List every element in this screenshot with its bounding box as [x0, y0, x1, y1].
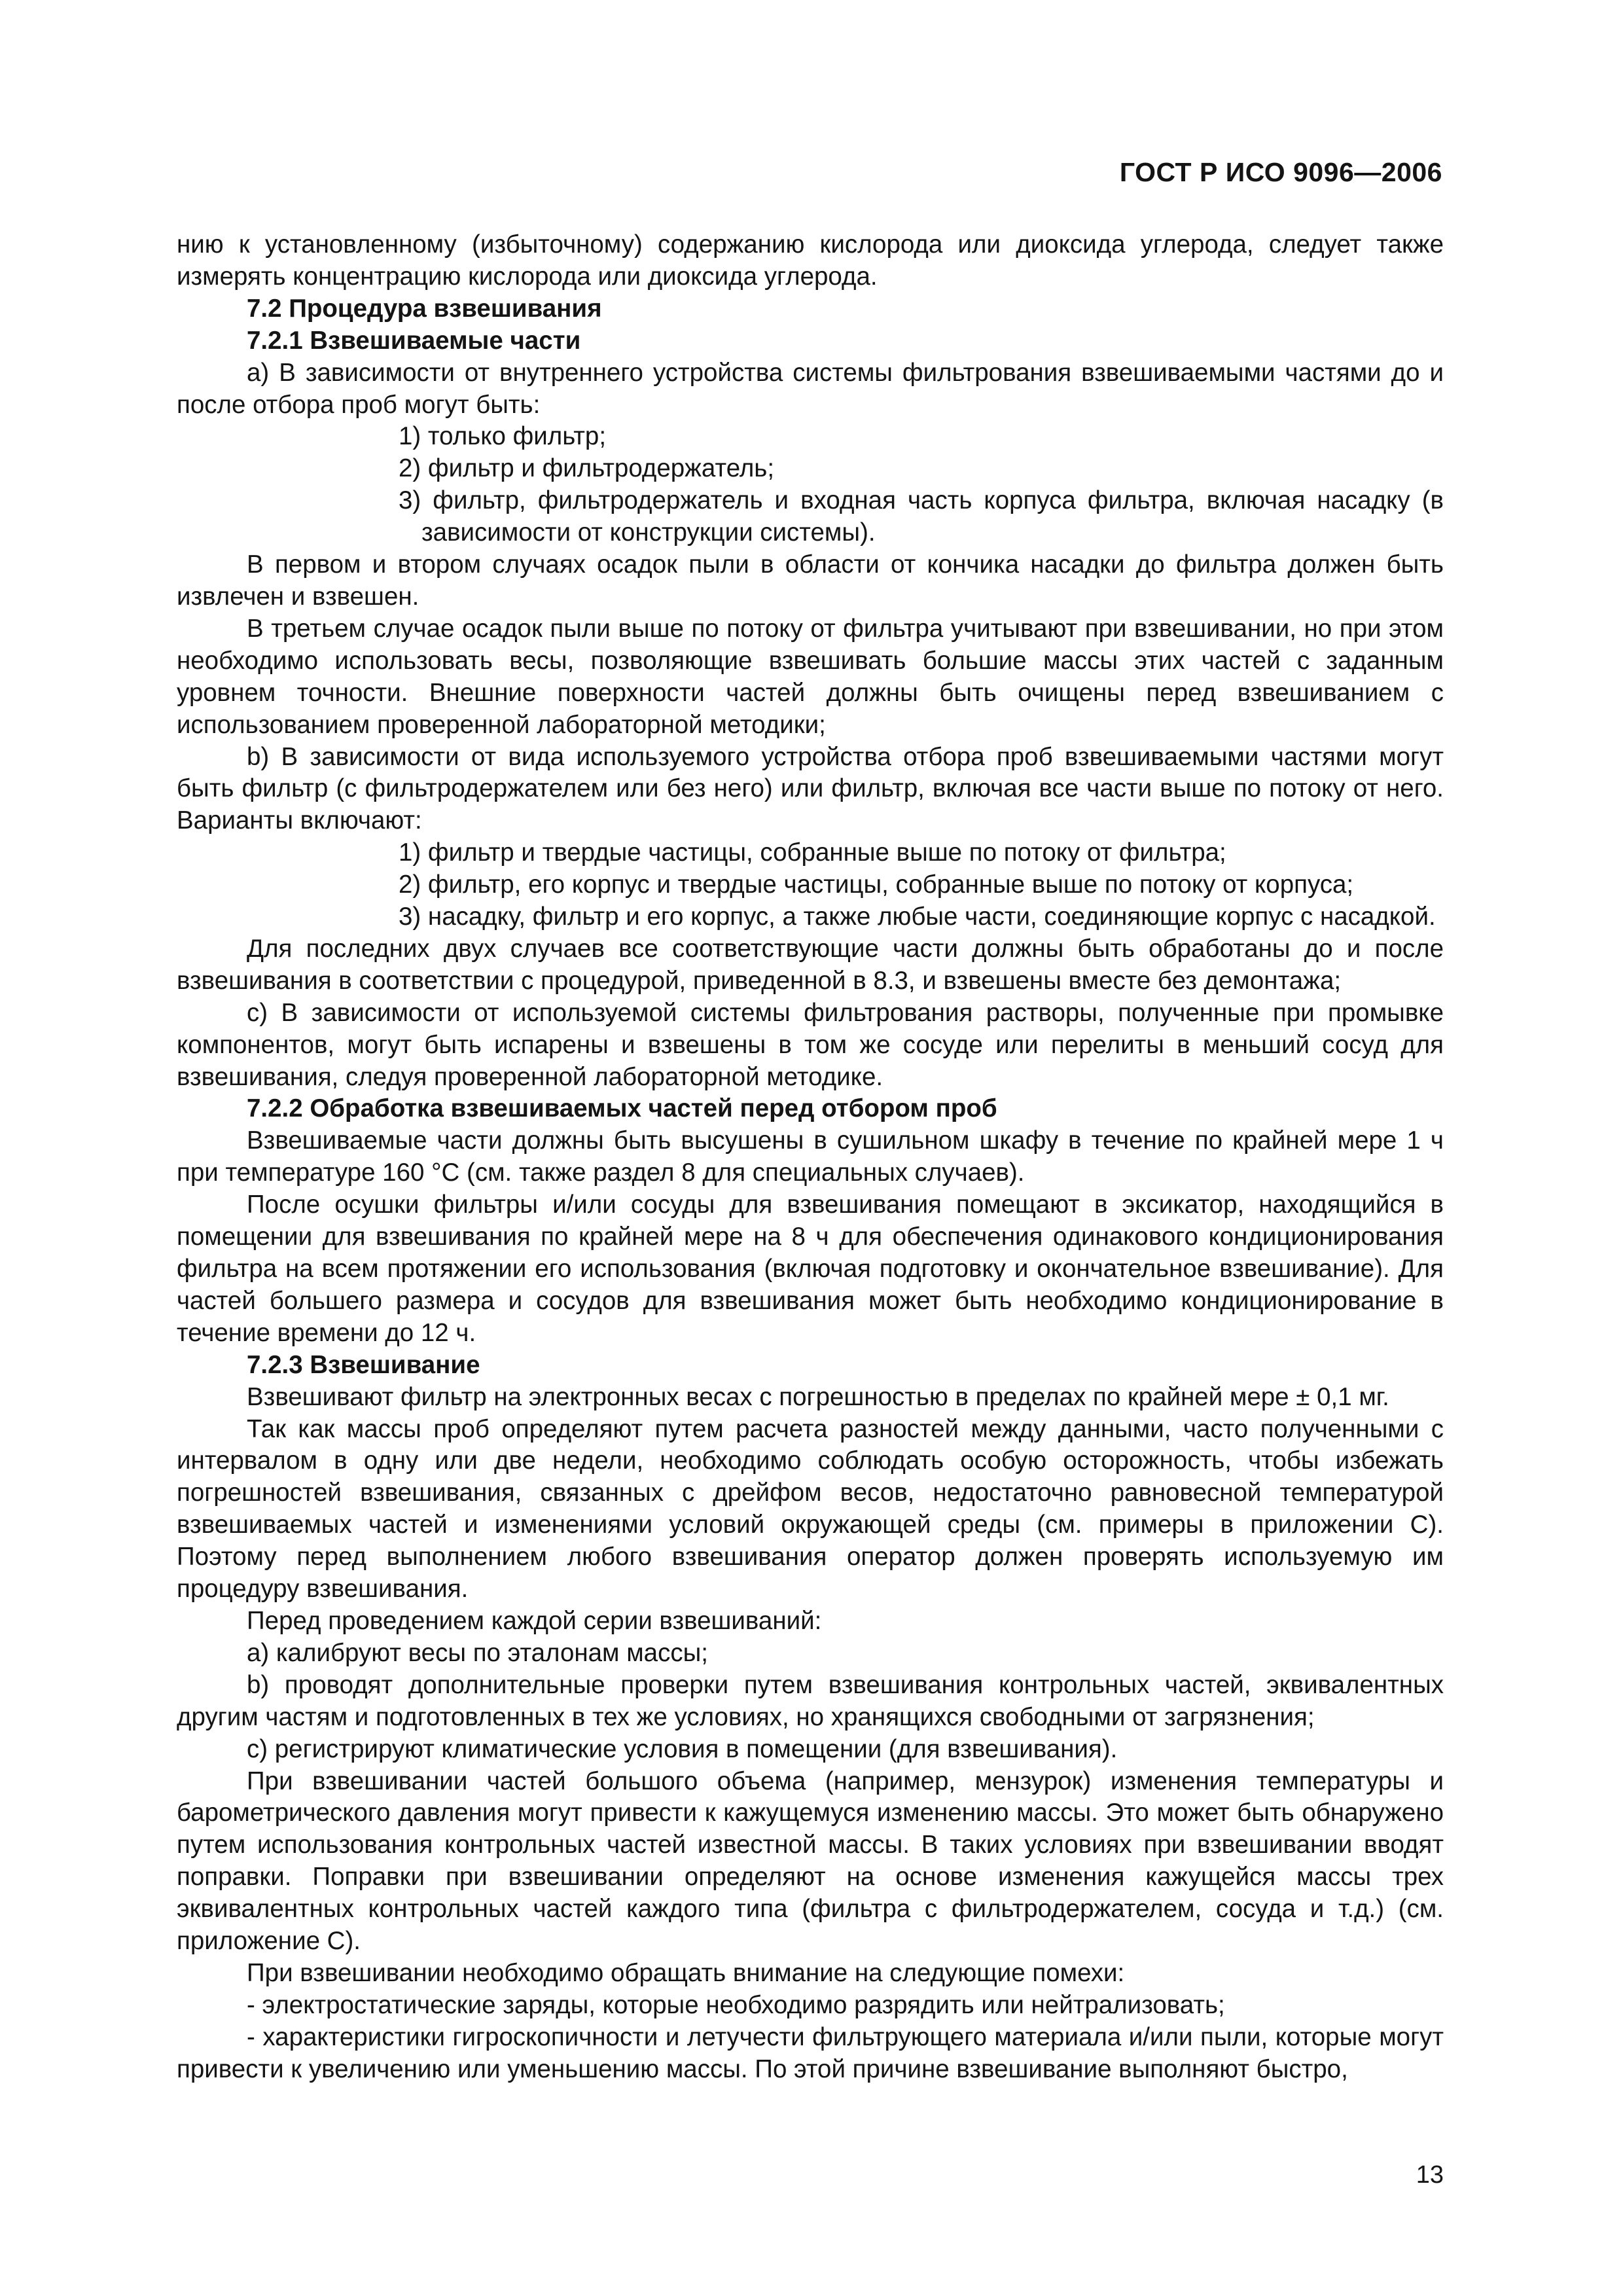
- paragraph: нию к установленному (избыточному) содержанию кислорода или диоксида углерода, следует также измерять концентрацию кислорода или диоксида углерода.: [177, 230, 1444, 291]
- paragraph: Для последних двух случаев все соответствующие части должны быть обработаны до и после взвешивания в соответствии с процедурой, приведенной в 8.3, и взвешены вместе без демонтажа;: [177, 934, 1444, 995]
- standard-designation: ГОСТ Р ИСО 9096—2006: [1119, 157, 1442, 187]
- paragraph: Взвешивают фильтр на электронных весах с погрешностью в пределах по крайней мере ± 0,1 мг.: [247, 1382, 1389, 1411]
- paragraph: В первом и втором случаях осадок пыли в области от кончика насадки до фильтра должен быть извлечен и взвешен.: [177, 550, 1444, 611]
- list-item: 1) фильтр и твердые частицы, собранные выше по потоку от фильтра;: [399, 838, 1226, 867]
- paragraph: а) калибруют весы по эталонам массы;: [247, 1638, 708, 1667]
- list-item: 3) фильтр, фильтродержатель и входная часть корпуса фильтра, включая насадку (в зависимости от конструкции системы).: [399, 486, 1444, 547]
- list-item: 2) фильтр и фильтродержатель;: [399, 454, 775, 483]
- paragraph: b) В зависимости от вида используемого устройства отбора проб взвешиваемыми частями могут быть фильтр (с фильтродержателем или без него) или фильтр, включая все части выше по потоку от него. Варианты включают:: [177, 742, 1444, 835]
- section-heading: 7.2.3 Взвешивание: [247, 1350, 480, 1379]
- body-text: [177, 229, 1444, 2086]
- paragraph: с) регистрируют климатические условия в помещении (для взвешивания).: [247, 1734, 1118, 1763]
- paragraph: Перед проведением каждой серии взвешиваний:: [247, 1606, 822, 1635]
- section-heading: 7.2.1 Взвешиваемые части: [247, 326, 581, 355]
- paragraph: с) В зависимости от используемой системы фильтрования растворы, полученные при промывке компонентов, могут быть испарены и взвешены в том же сосуде или перелиты в меньший сосуд для взвешивания, следуя проверенной лабораторной методике.: [177, 998, 1444, 1091]
- paragraph: При взвешивании частей большого объема (например, мензурок) изменения температуры и барометрического давления могут привести к кажущемуся изменению массы. Это может быть обнаружено путем использования контрольных частей известной массы. В таких условиях при взвешивании вводят поправки. Поправки при взвешивании определяют на основе изменения кажущейся массы трех эквивалентных контрольных частей каждого типа (фильтра с фильтродержателем, сосуда и т.д.) (см. приложение С).: [177, 1767, 1444, 1956]
- paragraph: После осушки фильтры и/или сосуды для взвешивания помещают в эксикатор, находящийся в помещении для взвешивания по крайней мере на 8 ч для обеспечения одинакового кондиционирования фильтра на всем протяжении его использования (включая подготовку и окончательное взвешивание). Для частей большего размера и сосудов для взвешивания может быть необходимо кондиционирование в течение времени до 12 ч.: [177, 1191, 1444, 1347]
- paragraph: Взвешиваемые части должны быть высушены в сушильном шкафу в течение по крайней мере 1 ч при температуре 160 °С (см. также раздел 8 для специальных случаев).: [177, 1126, 1444, 1187]
- paragraph: а) В зависимости от внутреннего устройства системы фильтрования взвешиваемыми частями до и после отбора проб могут быть:: [177, 358, 1444, 419]
- list-item: 1) только фильтр;: [399, 422, 607, 451]
- paragraph: b) проводят дополнительные проверки путем взвешивания контрольных частей, эквивалентных другим частям и подготовленных в тех же условиях, но хранящихся свободными от загрязнения;: [177, 1670, 1444, 1731]
- paragraph: - электростатические заряды, которые необходимо разрядить или нейтрализовать;: [247, 1990, 1225, 2019]
- section-heading: 7.2 Процедура взвешивания: [247, 294, 602, 323]
- list-item: 2) фильтр, его корпус и твердые частицы, собранные выше по потоку от корпуса;: [399, 870, 1354, 899]
- paragraph: При взвешивании необходимо обращать внимание на следующие помехи:: [247, 1958, 1125, 1987]
- section-heading: 7.2.2 Обработка взвешиваемых частей перед отбором проб: [247, 1094, 997, 1123]
- paragraph: В третьем случае осадок пыли выше по потоку от фильтра учитывают при взвешивании, но при этом необходимо использовать весы, позволяющие взвешивать большие массы этих частей с заданным уровнем точности. Внешние поверхности частей должны быть очищены перед взвешиванием с использованием проверенной лабораторной методики;: [177, 614, 1444, 739]
- page-number: 13: [1416, 2161, 1444, 2189]
- paragraph: - характеристики гигроскопичности и летучести фильтрующего материала и/или пыли, которые могут привести к увеличению или уменьшению массы. По этой причине взвешивание выполняют быстро,: [177, 2022, 1444, 2083]
- paragraph: Так как массы проб определяют путем расчета разностей между данными, часто полученными с интервалом в одну или две недели, необходимо соблюдать особую осторожность, чтобы избежать погрешностей взвешивания, связанных с дрейфом весов, недостаточно равновесной температурой взвешиваемых частей и изменениями условий окружающей среды (см. примеры в приложении С). Поэтому перед выполнением любого взвешивания оператор должен проверять используемую им процедуру взвешивания.: [177, 1414, 1444, 1604]
- list-item: 3) насадку, фильтр и его корпус, а также любые части, соединяющие корпус с насадкой.: [399, 903, 1436, 931]
